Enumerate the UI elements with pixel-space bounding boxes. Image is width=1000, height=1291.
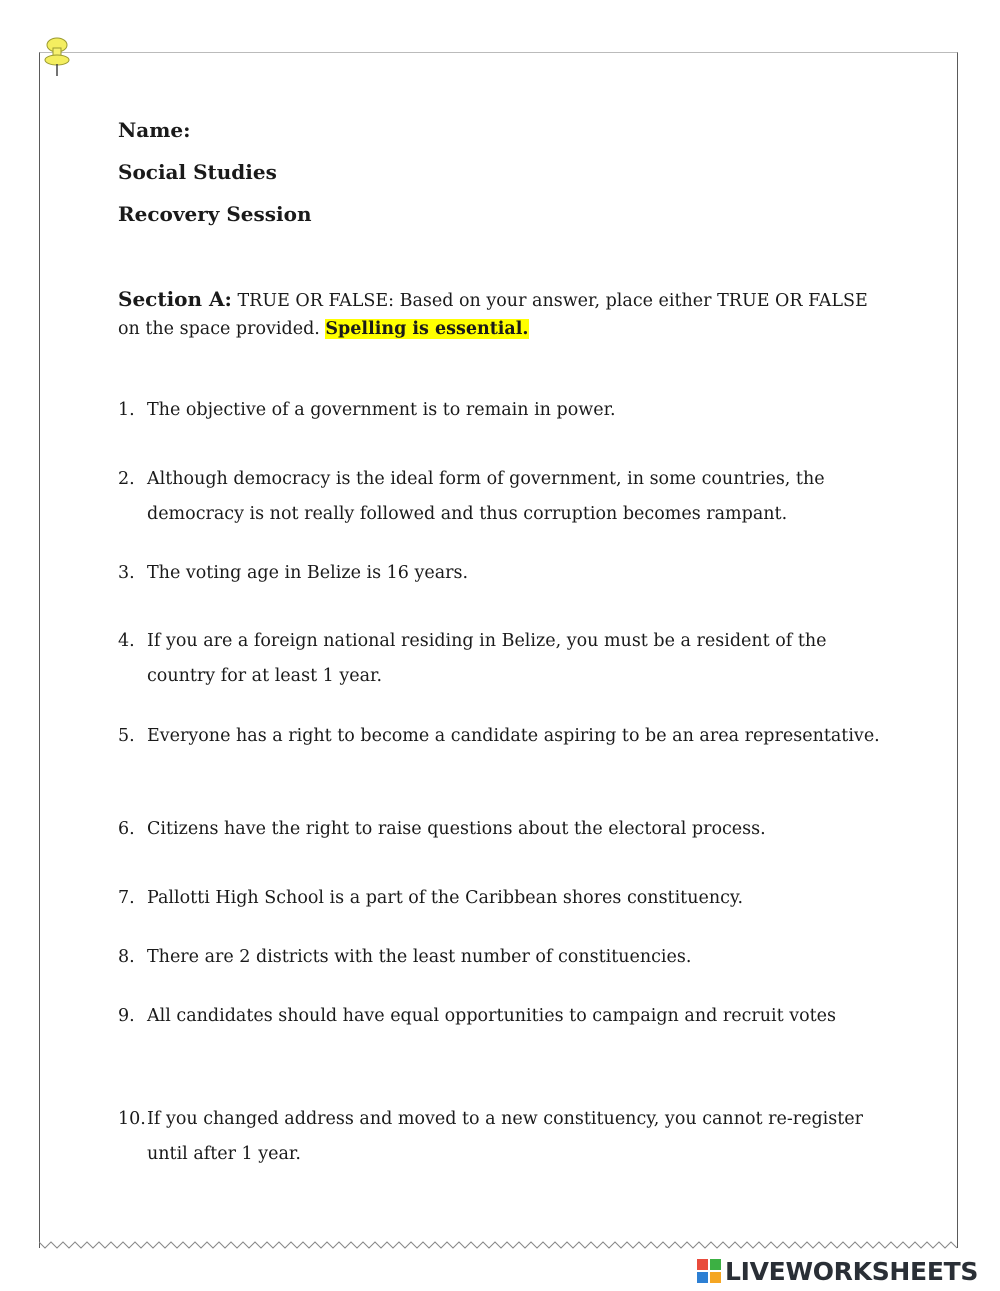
section-a-label: Section A: <box>118 287 232 311</box>
question-text: The objective of a government is to remain in power. <box>147 400 616 420</box>
pushpin-icon <box>40 36 74 80</box>
question-text: There are 2 districts with the least number of constituencies. <box>147 947 692 967</box>
question-number: 5. <box>118 726 135 746</box>
question-item <box>118 393 888 428</box>
question-number: 10. <box>118 1109 146 1129</box>
torn-page-edge <box>39 1238 959 1254</box>
question-item <box>118 462 888 532</box>
question-item <box>118 940 888 975</box>
question-text: If you are a foreign national residing in Belize, you must be a resident of the country for at least 1 year. <box>147 631 827 686</box>
question-text: The voting age in Belize is 16 years. <box>147 563 469 583</box>
question-item <box>118 999 888 1034</box>
question-number: 4. <box>118 631 135 651</box>
question-text: If you changed address and moved to a new constituency, you cannot re-register until after 1 year. <box>147 1109 863 1164</box>
liveworksheets-logo[interactable] <box>697 1256 978 1286</box>
liveworksheets-logo-icon <box>697 1259 721 1283</box>
section-a-text: TRUE OR FALSE: Based on your answer, place either TRUE OR FALSE on the space provided. <box>118 291 868 339</box>
question-item <box>118 719 888 754</box>
question-number: 6. <box>118 819 135 839</box>
question-text: Citizens have the right to raise questions about the electoral process. <box>147 819 766 839</box>
logo-text: LIVEWORKSHEETS <box>725 1256 979 1286</box>
question-number: 3. <box>118 563 135 583</box>
question-number: 7. <box>118 888 135 908</box>
question-text: All candidates should have equal opportunities to campaign and recruit votes <box>147 1006 837 1026</box>
question-number: 8. <box>118 947 135 967</box>
question-item <box>118 624 888 694</box>
question-text: Everyone has a right to become a candidate aspiring to be an area representative. <box>147 726 880 746</box>
question-text: Pallotti High School is a part of the Caribbean shores constituency. <box>147 888 744 908</box>
name-label: Name: <box>118 118 191 142</box>
question-item <box>118 812 888 847</box>
question-number: 2. <box>118 469 135 489</box>
question-item <box>118 1102 888 1172</box>
session-title: Recovery Session <box>118 202 312 226</box>
question-number: 9. <box>118 1006 135 1026</box>
question-text: Although democracy is the ideal form of government, in some countries, the democracy is not really followed and thus corruption becomes rampant. <box>147 469 825 524</box>
section-a-instructions <box>118 285 878 343</box>
question-item <box>118 881 888 916</box>
question-item <box>118 556 888 591</box>
question-number: 1. <box>118 400 135 420</box>
subject-title: Social Studies <box>118 160 277 184</box>
spelling-note: Spelling is essential. <box>325 319 529 339</box>
